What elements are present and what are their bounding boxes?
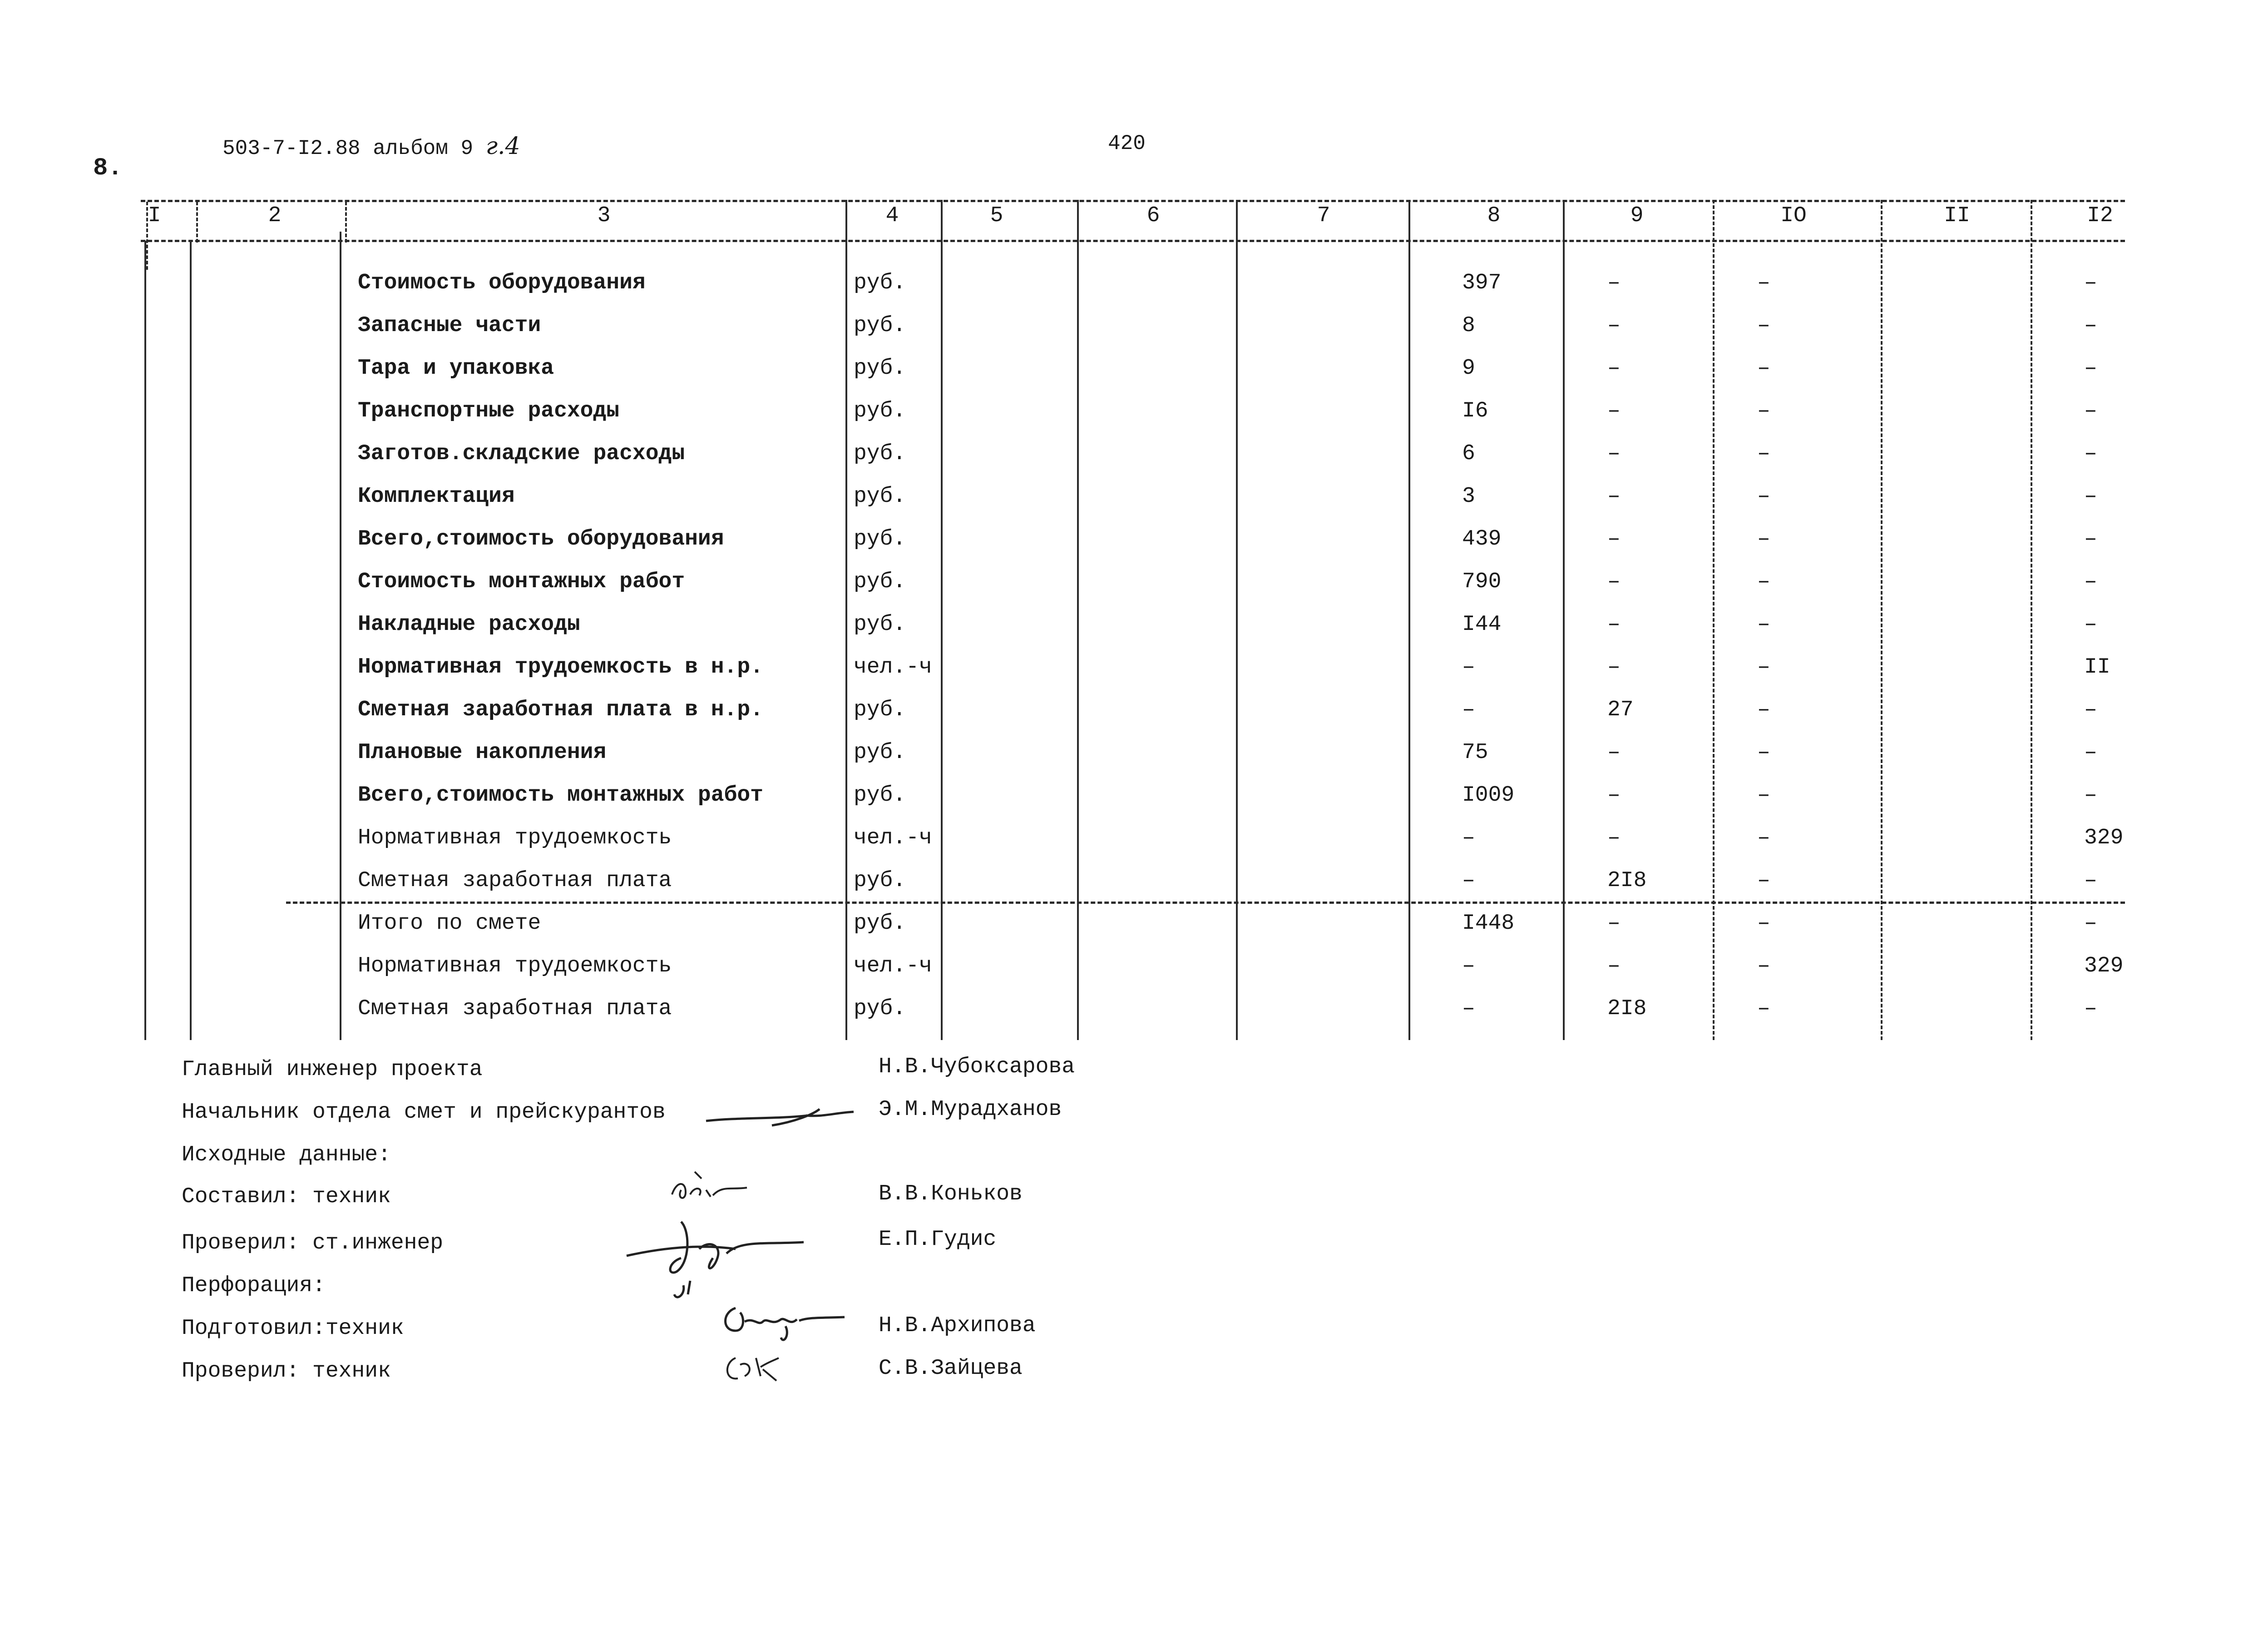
- row-col10: –: [1757, 399, 1770, 423]
- row-col12: –: [2084, 356, 2097, 381]
- row-name: Нормативная трудоемкость: [358, 954, 672, 978]
- row-col8: –: [1462, 655, 1475, 679]
- row-name: Сметная заработная плата: [358, 996, 672, 1021]
- header-divider: [345, 202, 347, 243]
- row-name: Стоимость монтажных работ: [358, 570, 685, 594]
- row-unit: руб.: [854, 740, 906, 765]
- head-label: Начальник отдела смет и прейскурантов: [182, 1100, 666, 1125]
- row-unit: руб.: [854, 570, 906, 594]
- table-row: [0, 689, 2268, 732]
- row-col9: –: [1607, 655, 1621, 679]
- head-name: Э.М.Мурадханов: [879, 1097, 1062, 1122]
- row-unit: руб.: [854, 399, 906, 423]
- perforation-label: Перфорация:: [182, 1273, 326, 1298]
- row-unit: руб.: [854, 441, 906, 466]
- column-number: 8: [1487, 203, 1501, 228]
- row-col8: I009: [1462, 783, 1515, 808]
- row-unit: чел.-ч: [854, 826, 932, 850]
- column-number: 4: [885, 203, 899, 228]
- table-row: [0, 561, 2268, 604]
- row-col12: –: [2084, 441, 2097, 466]
- table-row: [0, 476, 2268, 519]
- row-name: Итого по смете: [358, 911, 541, 936]
- row-col10: –: [1757, 996, 1770, 1021]
- row-col8: –: [1462, 826, 1475, 850]
- row-name: Сметная заработная плата: [358, 868, 672, 893]
- table-row: [0, 519, 2268, 561]
- row-col10: –: [1757, 868, 1770, 893]
- row-col9: 27: [1607, 698, 1634, 722]
- table-row: [0, 647, 2268, 689]
- row-name: Комплектация: [358, 484, 515, 509]
- row-name: Плановые накопления: [358, 740, 607, 765]
- head-signature: [704, 1099, 858, 1135]
- column-number: 6: [1146, 203, 1160, 228]
- row-unit: руб.: [854, 698, 906, 722]
- table-row: [0, 988, 2268, 1031]
- compiled-label: Составил: техник: [182, 1184, 391, 1209]
- row-unit: руб.: [854, 527, 906, 551]
- document-code-suffix: г.4: [485, 133, 520, 160]
- table-row: [0, 946, 2268, 988]
- row-col9: 2I8: [1607, 868, 1647, 893]
- column-number: 3: [597, 203, 611, 228]
- row-name: Заготов.складские расходы: [358, 441, 685, 466]
- row-col10: –: [1757, 954, 1770, 978]
- row-col9: –: [1607, 356, 1621, 381]
- row-col10: –: [1757, 271, 1770, 295]
- prepared-label: Подготовил:техник: [182, 1316, 404, 1341]
- row-col12: –: [2084, 783, 2097, 808]
- checked-signature: [622, 1204, 822, 1308]
- row-col9: –: [1607, 484, 1621, 509]
- row-col10: –: [1757, 911, 1770, 936]
- row-col8: 8: [1462, 313, 1475, 338]
- source-data-label: Исходные данные:: [182, 1143, 391, 1167]
- row-col12: –: [2084, 484, 2097, 509]
- row-unit: чел.-ч: [854, 954, 932, 978]
- table-row: [0, 348, 2268, 391]
- row-unit: руб.: [854, 612, 906, 637]
- row-col12: –: [2084, 698, 2097, 722]
- row-col9: –: [1607, 441, 1621, 466]
- table-row: [0, 860, 2268, 903]
- row-col9: –: [1607, 612, 1621, 637]
- row-col10: –: [1757, 356, 1770, 381]
- row-name: Нормативная трудоемкость: [358, 826, 672, 850]
- row-unit: руб.: [854, 484, 906, 509]
- row-col9: –: [1607, 954, 1621, 978]
- column-number: 7: [1317, 203, 1330, 228]
- row-unit: руб.: [854, 271, 906, 295]
- row-col10: –: [1757, 612, 1770, 637]
- row-unit: чел.-ч: [854, 655, 932, 679]
- row-col9: –: [1607, 911, 1621, 936]
- row-unit: руб.: [854, 313, 906, 338]
- row-col10: –: [1757, 783, 1770, 808]
- chief-engineer-label: Главный инженер проекта: [182, 1057, 483, 1082]
- row-col12: –: [2084, 868, 2097, 893]
- checked-name: Е.П.Гудис: [879, 1227, 997, 1252]
- row-col12: –: [2084, 399, 2097, 423]
- row-col12: –: [2084, 996, 2097, 1021]
- page-mark: 8.: [93, 154, 123, 182]
- table-row: [0, 903, 2268, 946]
- row-col10: –: [1757, 570, 1770, 594]
- chief-engineer-name: Н.В.Чубоксарова: [879, 1055, 1075, 1079]
- row-col12: –: [2084, 313, 2097, 338]
- row-col10: –: [1757, 826, 1770, 850]
- checked2-signature: [717, 1340, 799, 1390]
- column-number: 5: [990, 203, 1003, 228]
- row-col12: –: [2084, 271, 2097, 295]
- row-name: Стоимость оборудования: [358, 271, 646, 295]
- row-col12: –: [2084, 612, 2097, 637]
- row-col9: –: [1607, 783, 1621, 808]
- row-unit: руб.: [854, 783, 906, 808]
- row-col12: 329: [2084, 826, 2124, 850]
- row-col9: –: [1607, 740, 1621, 765]
- row-name: Нормативная трудоемкость в н.р.: [358, 655, 763, 679]
- row-col8: –: [1462, 996, 1475, 1021]
- column-number: II: [1944, 203, 1970, 228]
- row-col9: –: [1607, 399, 1621, 423]
- row-unit: руб.: [854, 356, 906, 381]
- row-col10: –: [1757, 655, 1770, 679]
- row-unit: руб.: [854, 911, 906, 936]
- row-col9: –: [1607, 271, 1621, 295]
- row-name: Тара и упаковка: [358, 356, 554, 381]
- checked-label: Проверил: ст.инженер: [182, 1231, 444, 1255]
- row-col9: –: [1607, 313, 1621, 338]
- prepared-name: Н.В.Архипова: [879, 1313, 1036, 1338]
- column-number: IO: [1780, 203, 1807, 228]
- row-col8: 3: [1462, 484, 1475, 509]
- row-col8: 439: [1462, 527, 1502, 551]
- row-col8: 6: [1462, 441, 1475, 466]
- compiled-name: В.В.Коньков: [879, 1182, 1023, 1206]
- row-col12: –: [2084, 570, 2097, 594]
- table-row: [0, 305, 2268, 348]
- column-number: 9: [1630, 203, 1644, 228]
- table-row: [0, 732, 2268, 775]
- table-header-border: [141, 240, 2125, 242]
- row-unit: руб.: [854, 996, 906, 1021]
- row-name: Сметная заработная плата в н.р.: [358, 698, 763, 722]
- row-col12: 329: [2084, 954, 2124, 978]
- row-col12: –: [2084, 740, 2097, 765]
- row-col10: –: [1757, 484, 1770, 509]
- row-name: Запасные части: [358, 313, 541, 338]
- row-col8: I6: [1462, 399, 1488, 423]
- row-name: Накладные расходы: [358, 612, 580, 637]
- header-divider: [196, 202, 198, 243]
- row-col8: –: [1462, 868, 1475, 893]
- row-col12: –: [2084, 527, 2097, 551]
- table-row: [0, 263, 2268, 305]
- document-code-main: 503-7-I2.88 альбом 9: [222, 137, 474, 160]
- row-col12: –: [2084, 911, 2097, 936]
- row-col8: 790: [1462, 570, 1502, 594]
- row-col8: 9: [1462, 356, 1475, 381]
- row-col10: –: [1757, 698, 1770, 722]
- row-col9: –: [1607, 826, 1621, 850]
- table-row: [0, 433, 2268, 476]
- row-name: Всего,стоимость монтажных работ: [358, 783, 763, 808]
- column-number: I: [148, 203, 161, 228]
- row-col9: –: [1607, 570, 1621, 594]
- checked2-name: С.В.Зайцева: [879, 1356, 1023, 1381]
- table-top-border: [141, 200, 2125, 202]
- table-row: [0, 775, 2268, 818]
- table-row: [0, 818, 2268, 860]
- row-col10: –: [1757, 740, 1770, 765]
- checked2-label: Проверил: техник: [182, 1359, 391, 1383]
- row-name: Транспортные расходы: [358, 399, 620, 423]
- row-col10: –: [1757, 441, 1770, 466]
- row-col9: 2I8: [1607, 996, 1647, 1021]
- column-number: 2: [268, 203, 282, 228]
- row-col8: 397: [1462, 271, 1502, 295]
- row-col10: –: [1757, 313, 1770, 338]
- row-col8: –: [1462, 698, 1475, 722]
- row-col8: I448: [1462, 911, 1515, 936]
- row-col10: –: [1757, 527, 1770, 551]
- column-number: I2: [2087, 203, 2113, 228]
- row-unit: руб.: [854, 868, 906, 893]
- row-col8: I44: [1462, 612, 1502, 637]
- row-col8: –: [1462, 954, 1475, 978]
- page-number: 420: [1108, 132, 1146, 155]
- row-col8: 75: [1462, 740, 1488, 765]
- row-name: Всего,стоимость оборудования: [358, 527, 724, 551]
- row-col9: –: [1607, 527, 1621, 551]
- table-row: [0, 391, 2268, 433]
- document-code: [222, 133, 520, 160]
- row-col12: II: [2084, 655, 2110, 679]
- table-row: [0, 604, 2268, 647]
